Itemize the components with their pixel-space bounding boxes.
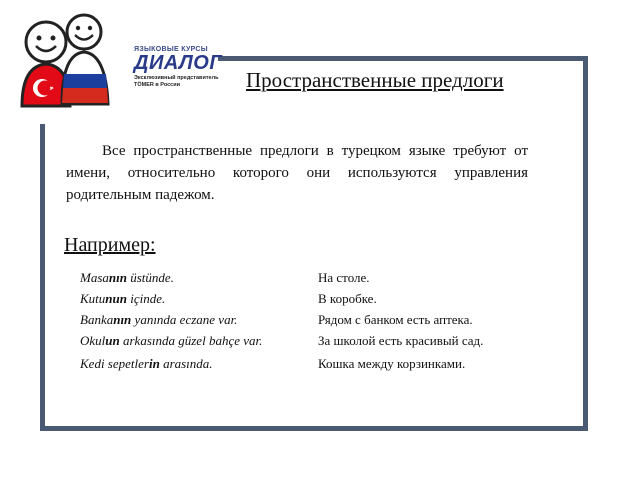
smiley-flags-icon: [18, 8, 138, 118]
example-row: [80, 291, 377, 307]
logo-line2: TÖMER в России: [134, 82, 180, 88]
example-russian: В коробке.: [318, 291, 377, 306]
dialog-logo: [18, 8, 223, 118]
frame-top-border: [218, 56, 588, 61]
example-row: [80, 356, 466, 372]
example-row: [80, 333, 484, 349]
example-header: Например:: [64, 234, 156, 256]
example-turkish: Kedi sepetlerin arasında.: [80, 356, 213, 371]
frame-bottom-border: [40, 426, 588, 431]
example-row: [80, 270, 370, 286]
page-title: Пространственные предлоги: [246, 68, 504, 92]
example-russian: Рядом с банком есть аптека.: [318, 312, 473, 327]
example-turkish: Bankanın yanında eczane var.: [80, 312, 238, 327]
frame-right-border: [583, 56, 588, 431]
example-turkish: Okulun arkasında güzel bahçe var.: [80, 333, 263, 348]
example-russian: За школой есть красивый сад.: [318, 333, 484, 348]
example-russian: Кошка между корзинками.: [318, 356, 466, 371]
example-row: [80, 312, 473, 328]
logo-line1: Эксклюзивный представитель: [134, 75, 219, 81]
intro-paragraph: Все пространственные предлоги в турецком языке требуют от имени, относительно которого они используются управления родительным падежом.: [66, 143, 528, 203]
example-turkish: Kutunun içinde.: [80, 291, 166, 306]
example-russian: На столе.: [318, 270, 370, 285]
example-turkish: Masanın üstünde.: [80, 270, 174, 285]
logo-text: [134, 46, 244, 89]
logo-brand: ДИАЛОГ: [134, 52, 223, 74]
logo-top-text: ЯЗЫКОВЫЕ КУРСЫ: [134, 46, 208, 53]
frame-left-border: [40, 124, 45, 430]
